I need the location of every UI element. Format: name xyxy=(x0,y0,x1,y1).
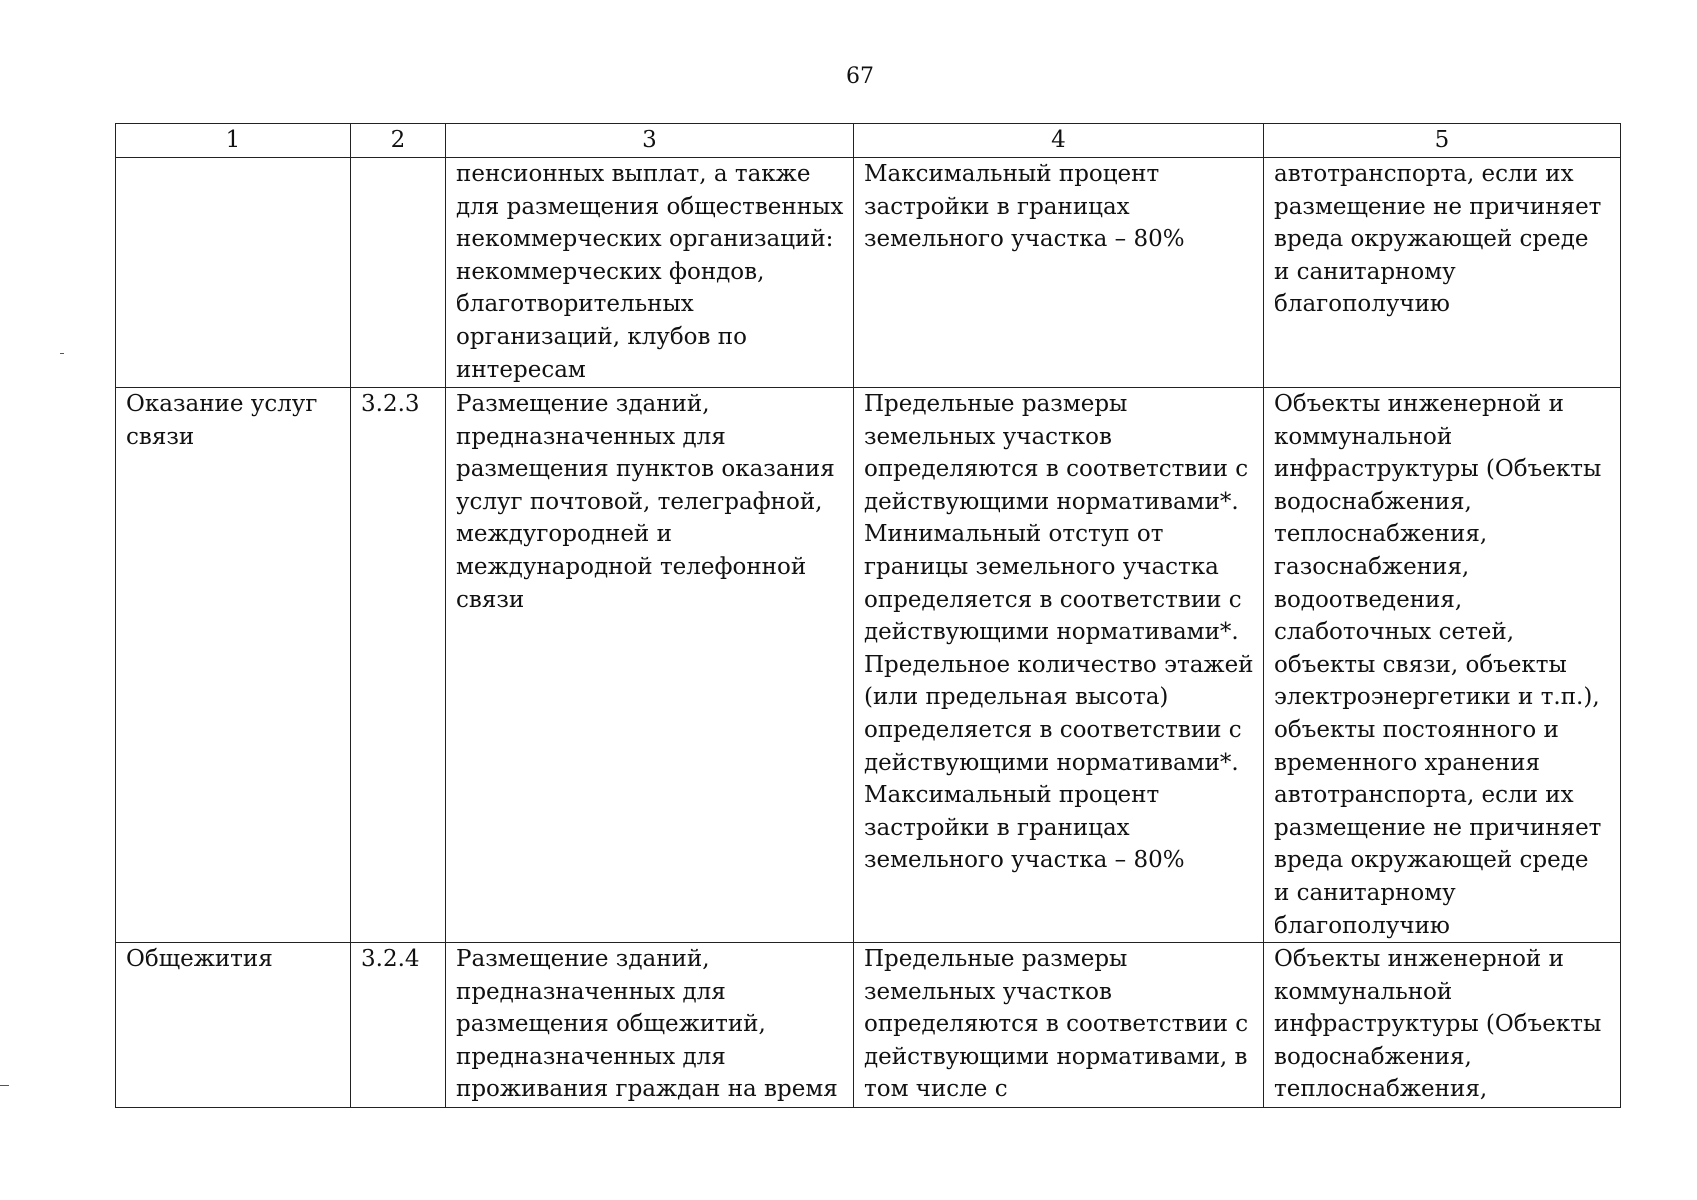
cell-text-line: коммунальной xyxy=(1274,423,1453,450)
parameters-cell xyxy=(854,943,1264,1108)
cell-text-line: размещения общежитий, xyxy=(456,1011,766,1038)
cell-text-line: некоммерческих фондов, xyxy=(456,258,765,285)
cell-text-line: границы земельного участка xyxy=(864,553,1219,580)
cell-text-line: Размещение зданий, xyxy=(456,391,710,417)
cell-text-line: объекты постоянного и xyxy=(1274,716,1559,743)
cell-text-line: временного хранения xyxy=(1274,749,1541,776)
cell-text-line: Объекты инженерной и xyxy=(1274,391,1564,417)
cell-text-line: действующими нормативами*. xyxy=(864,749,1239,776)
cell-text-line: и санитарному xyxy=(1274,879,1456,906)
cell-text-line: автотранспорта, если их xyxy=(1274,782,1574,809)
parameters-cell xyxy=(854,158,1264,388)
description-cell xyxy=(446,158,854,388)
cell-text-line: земельного участка – 80% xyxy=(864,226,1185,253)
cell-text-line: вреда окружающей среде xyxy=(1274,847,1589,874)
regulations-table xyxy=(115,123,1621,1108)
cell-text-line: теплоснабжения, xyxy=(1274,1076,1488,1103)
cell-text-line: размещения пунктов оказания xyxy=(456,456,835,483)
cell-text-line: том числе с xyxy=(864,1076,1008,1103)
cell-text-line: действующими нормативами, в xyxy=(864,1043,1248,1070)
cell-text-line: Максимальный процент xyxy=(864,161,1160,187)
cell-text-line: теплоснабжения, xyxy=(1274,521,1488,548)
cell-text-line: Размещение зданий, xyxy=(456,946,710,973)
cell-text-line: организаций, клубов по xyxy=(456,323,747,350)
table-header-row xyxy=(116,124,1621,158)
code-cell: 3.2.4 xyxy=(351,943,446,1108)
description-cell xyxy=(446,943,854,1108)
table-row xyxy=(116,388,1621,943)
cell-text-line: некоммерческих организаций: xyxy=(456,226,834,253)
column-header: 3 xyxy=(446,124,854,158)
page-number: 67 xyxy=(846,64,874,89)
cell-text-line: газоснабжения, xyxy=(1274,553,1470,580)
cell-text-line: определяются в соответствии с xyxy=(864,1011,1249,1038)
cell-text-line: размещение не причиняет xyxy=(1274,814,1602,841)
table-row xyxy=(116,943,1621,1108)
cell-text-line: благополучию xyxy=(1274,291,1450,318)
cell-text-line: определяются в соответствии с xyxy=(864,456,1249,483)
auxiliary-uses-cell xyxy=(1264,158,1621,388)
cell-text-line: Предельные размеры xyxy=(864,946,1128,973)
cell-text-line: Минимальный отступ от xyxy=(864,521,1164,548)
cell-text-line: междугородней и xyxy=(456,521,672,548)
cell-text-line: интересам xyxy=(456,356,586,383)
description-cell xyxy=(446,388,854,943)
cell-text-line: определяется в соответствии с xyxy=(864,586,1242,613)
cell-text-line: и санитарному xyxy=(1274,258,1456,285)
cell-text-line: автотранспорта, если их xyxy=(1274,161,1574,187)
cell-text-line: объекты связи, объекты xyxy=(1274,651,1567,678)
auxiliary-uses-cell xyxy=(1264,388,1621,943)
cell-text-line: водоснабжения, xyxy=(1274,488,1472,515)
code-cell xyxy=(351,158,446,388)
cell-text-line: размещение не причиняет xyxy=(1274,193,1602,220)
land-use-name-cell xyxy=(116,943,351,1108)
cell-text-line: услуг почтовой, телеграфной, xyxy=(456,488,823,515)
cell-text-line: (или предельная высота) xyxy=(864,684,1169,711)
cell-text-line: Предельные размеры xyxy=(864,391,1128,417)
cell-text-line: Предельное количество этажей xyxy=(864,651,1254,678)
cell-text-line: пенсионных выплат, а также xyxy=(456,161,811,187)
cell-text-line: водоотведения, xyxy=(1274,586,1463,613)
land-use-name-cell xyxy=(116,158,351,388)
cell-text-line: инфраструктуры (Объекты xyxy=(1274,456,1602,483)
table-row xyxy=(116,158,1621,388)
cell-text-line: предназначенных для xyxy=(456,978,726,1005)
cell-text-line: Объекты инженерной и xyxy=(1274,946,1564,973)
column-header: 4 xyxy=(854,124,1264,158)
cell-text-line: благополучию xyxy=(1274,912,1450,939)
cell-text-line: связи xyxy=(456,586,525,613)
cell-text-line: слаботочных сетей, xyxy=(1274,619,1515,646)
cell-text-line: предназначенных для xyxy=(456,1043,726,1070)
cell-text-line: международной телефонной xyxy=(456,553,807,580)
code-cell: 3.2.3 xyxy=(351,388,446,943)
parameters-cell xyxy=(854,388,1264,943)
cell-text-line: застройки в границах xyxy=(864,193,1130,220)
auxiliary-uses-cell xyxy=(1264,943,1621,1108)
cell-text-line: Общежития xyxy=(126,946,273,973)
margin-mark xyxy=(60,353,64,354)
cell-text-line: предназначенных для xyxy=(456,423,726,450)
cell-text-line: связи xyxy=(126,423,195,450)
column-header: 1 xyxy=(116,124,351,158)
cell-text-line: земельных участков xyxy=(864,423,1112,450)
land-use-name-cell xyxy=(116,388,351,943)
cell-text-line: инфраструктуры (Объекты xyxy=(1274,1011,1602,1038)
cell-text-line: действующими нормативами*. xyxy=(864,488,1239,515)
cell-text-line: проживания граждан на время xyxy=(456,1076,838,1103)
cell-text-line: Максимальный процент xyxy=(864,782,1160,809)
cell-text-line: застройки в границах xyxy=(864,814,1130,841)
cell-text-line: вреда окружающей среде xyxy=(1274,226,1589,253)
cell-text-line: земельного участка – 80% xyxy=(864,847,1185,874)
cell-text-line: благотворительных xyxy=(456,291,694,318)
cell-text-line: определяется в соответствии с xyxy=(864,716,1242,743)
margin-mark xyxy=(0,1085,9,1086)
cell-text-line: электроэнергетики и т.п.), xyxy=(1274,684,1600,711)
cell-text-line: коммунальной xyxy=(1274,978,1453,1005)
cell-text-line: земельных участков xyxy=(864,978,1112,1005)
cell-text-line: для размещения общественных xyxy=(456,193,844,220)
cell-text-line: водоснабжения, xyxy=(1274,1043,1472,1070)
column-header: 5 xyxy=(1264,124,1621,158)
cell-text-line: действующими нормативами*. xyxy=(864,619,1239,646)
cell-text-line: Оказание услуг xyxy=(126,391,318,417)
column-header: 2 xyxy=(351,124,446,158)
